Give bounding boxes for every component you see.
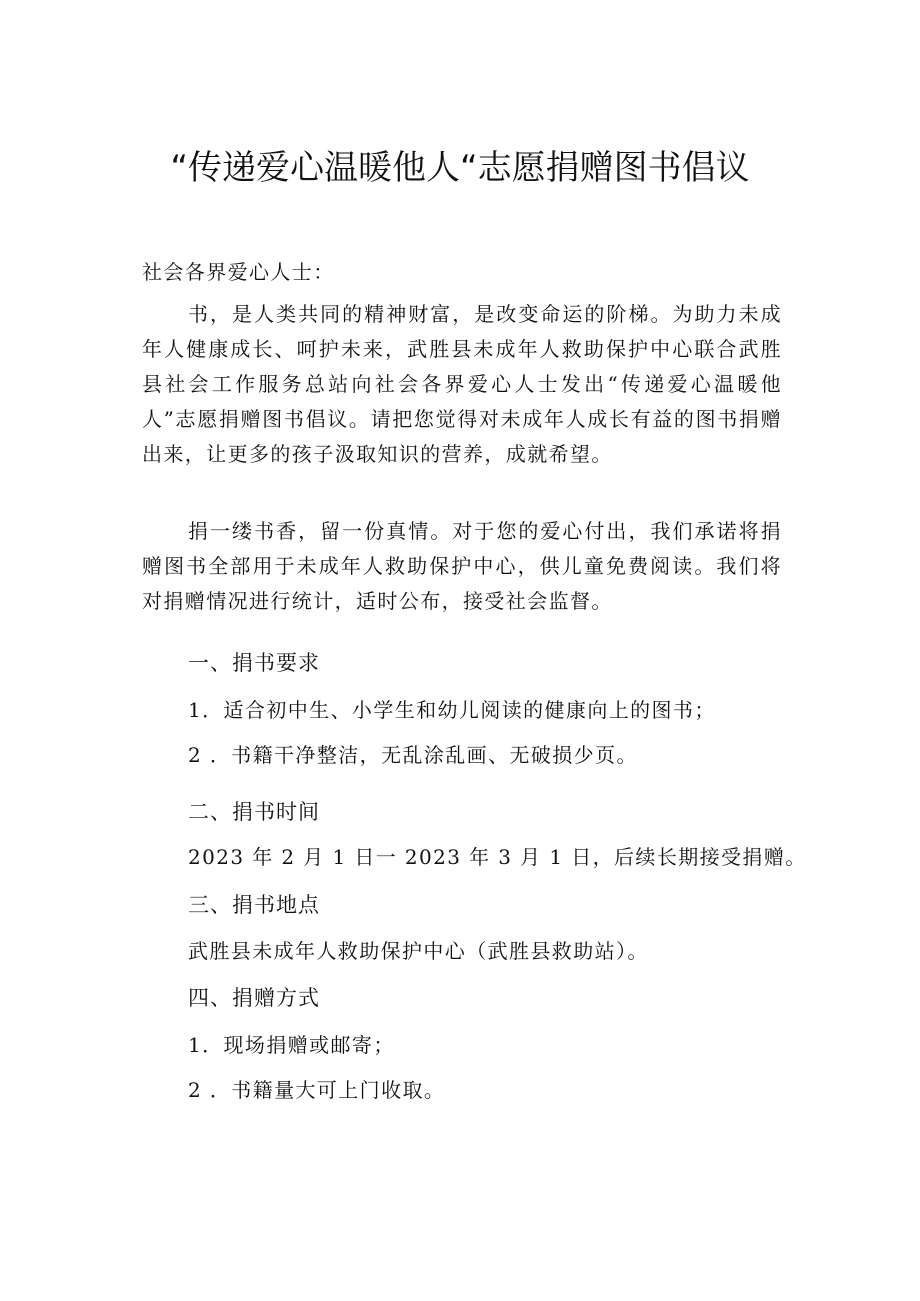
requirement-item-1: 1．适合初中生、小学生和幼儿阅读的健康向上的图书； bbox=[188, 698, 716, 722]
donation-location-text: 武胜县未成年人救助保护中心（武胜县救助站）。 bbox=[188, 939, 649, 963]
paragraph-intro: 书，是人类共同的精神财富，是改变命运的阶梯。为助力未成年人健康成长、呵护未来，武胜县未成年人救助保护中心联合武胜县社会工作服务总站向社会各界爱心人士发出“传递爱心温暖他人”志愿捐赠图书倡议。请把您觉得对未成年人成长有益的图书捐赠出来，让更多的孩子汲取知识的营养，成就希望。 bbox=[142, 302, 782, 466]
salutation: 社会各界爱心人士： bbox=[142, 260, 335, 284]
section-heading-requirements: 一、捐书要求 bbox=[188, 651, 320, 675]
paragraph-commitment: 捐一缕书香，留一份真情。对于您的爱心付出，我们承诺将捐赠图书全部用于未成年人救助保护中心，供儿童免费阅读。我们将对捐赠情况进行统计，适时公布，接受社会监督。 bbox=[142, 519, 782, 613]
method-item-2: 2 ．书籍量大可上门收取。 bbox=[188, 1078, 446, 1102]
method-item-1: 1．现场捐赠或邮寄； bbox=[188, 1033, 395, 1057]
donation-time-text: 2023 年 2 月 1 日一 2023 年 3 月 1 日，后续长期接受捐赠。 bbox=[188, 845, 807, 869]
section-heading-location: 三、捐书地点 bbox=[188, 893, 320, 917]
section-heading-method: 四、捐赠方式 bbox=[188, 986, 320, 1010]
section-heading-time: 二、捐书时间 bbox=[188, 800, 320, 824]
document-title: “传递爱心温暖他人“志愿捐赠图书倡议 bbox=[170, 148, 750, 188]
requirement-item-2: 2 ．书籍干净整洁，无乱涂乱画、无破损少页。 bbox=[188, 743, 638, 767]
